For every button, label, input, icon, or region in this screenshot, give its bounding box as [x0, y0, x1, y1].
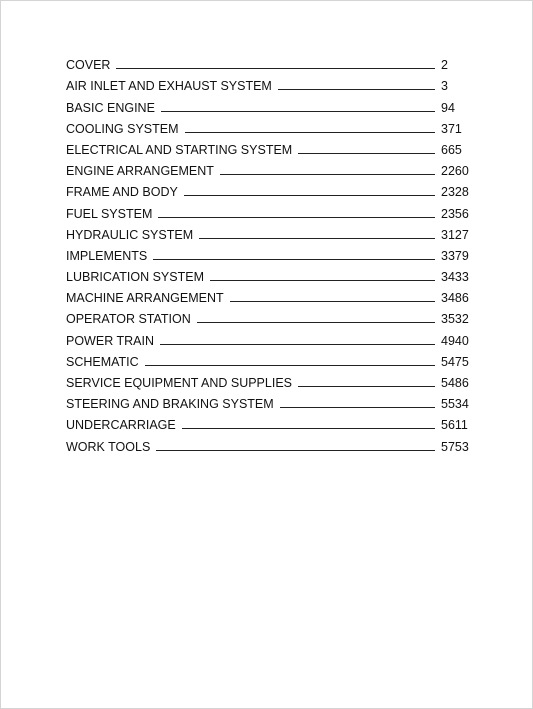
toc-entry-operator-station[interactable]	[66, 306, 469, 327]
toc-entry-schematic[interactable]	[66, 349, 469, 370]
toc-entry-title: ELECTRICAL AND STARTING SYSTEM	[66, 142, 293, 157]
toc-entry-title: SCHEMATIC	[66, 354, 139, 369]
toc-leader-line	[116, 68, 435, 69]
toc-entry-power-train[interactable]	[66, 327, 469, 348]
toc-entry-hydraulic-system[interactable]	[66, 222, 469, 243]
toc-entry-page: 4940	[441, 333, 469, 348]
toc-leader-line	[197, 322, 435, 323]
toc-leader-line	[158, 217, 435, 218]
toc-entry-title: WORK TOOLS	[66, 439, 151, 454]
toc-entry-title: ENGINE ARRANGEMENT	[66, 164, 214, 179]
toc-entry-page: 2	[441, 58, 448, 73]
toc-entry-machine-arrangement[interactable]	[66, 285, 469, 306]
toc-leader-line	[298, 386, 435, 387]
toc-entry-air-inlet-and-exhaust-system[interactable]	[66, 73, 469, 94]
toc-entry-page: 3532	[441, 312, 469, 327]
toc-entry-page: 5534	[441, 397, 469, 412]
toc-entry-page: 2356	[441, 206, 469, 221]
toc-entry-cooling-system[interactable]	[66, 116, 469, 137]
toc-leader-line	[210, 280, 435, 281]
toc-leader-line	[145, 365, 435, 366]
toc-entry-page: 3379	[441, 248, 469, 263]
toc-leader-line	[280, 407, 435, 408]
toc-entry-page: 5611	[441, 418, 468, 433]
toc-leader-line	[161, 111, 435, 112]
toc-entry-page: 2260	[441, 164, 469, 179]
toc-leader-line	[298, 153, 435, 154]
toc-entry-title: FRAME AND BODY	[66, 185, 178, 200]
toc-entry-page: 371	[441, 121, 462, 136]
toc-entry-cover[interactable]	[66, 52, 469, 73]
toc-entry-lubrication-system[interactable]	[66, 264, 469, 285]
toc-leader-line	[185, 132, 435, 133]
toc-entry-title: SERVICE EQUIPMENT AND SUPPLIES	[66, 376, 292, 390]
toc-entry-title: LUBRICATION SYSTEM	[66, 270, 204, 285]
toc-entry-page: 5753	[441, 439, 469, 454]
toc-entry-electrical-and-starting-system[interactable]	[66, 137, 469, 158]
toc-entry-title: MACHINE ARRANGEMENT	[66, 291, 224, 306]
toc-entry-fuel-system[interactable]	[66, 200, 469, 221]
toc-leader-line	[220, 174, 435, 175]
toc-entry-title: STEERING AND BRAKING SYSTEM	[66, 397, 274, 412]
toc-entry-title: POWER TRAIN	[66, 333, 154, 348]
toc-entry-title: COOLING SYSTEM	[66, 121, 179, 136]
toc-leader-line	[278, 89, 435, 90]
toc-entry-title: FUEL SYSTEM	[66, 206, 153, 221]
toc-leader-line	[199, 238, 435, 239]
toc-leader-line	[182, 428, 435, 429]
toc-entry-page: 3	[441, 79, 448, 94]
toc-leader-line	[160, 344, 435, 345]
toc-entry-title: BASIC ENGINE	[66, 100, 155, 115]
toc-entry-implements[interactable]	[66, 243, 469, 264]
toc-leader-line	[230, 301, 435, 302]
toc-entry-page: 3486	[441, 291, 469, 306]
toc-entry-page: 94	[441, 100, 455, 115]
toc-entry-title: OPERATOR STATION	[66, 312, 191, 327]
toc-entry-title: UNDERCARRIAGE	[66, 418, 176, 433]
toc-entry-page: 3127	[441, 227, 469, 242]
toc-entry-title: IMPLEMENTS	[66, 248, 148, 263]
toc-entry-basic-engine[interactable]	[66, 94, 469, 115]
toc-entry-undercarriage[interactable]	[66, 412, 469, 433]
toc-entry-title: COVER	[66, 58, 111, 73]
toc-leader-line	[184, 195, 435, 196]
toc-entry-service-equipment-and-supplies[interactable]	[66, 370, 469, 391]
toc-entry-page: 5486	[441, 376, 469, 390]
toc-entry-title: HYDRAULIC SYSTEM	[66, 227, 194, 242]
table-of-contents	[66, 52, 469, 455]
toc-leader-line	[153, 259, 435, 260]
toc-entry-work-tools[interactable]	[66, 433, 469, 454]
toc-entry-page: 5475	[441, 354, 469, 369]
toc-entry-title: AIR INLET AND EXHAUST SYSTEM	[66, 79, 272, 94]
toc-entry-frame-and-body[interactable]	[66, 179, 469, 200]
toc-entry-page: 2328	[441, 185, 469, 200]
toc-entry-engine-arrangement[interactable]	[66, 158, 469, 179]
toc-leader-line	[156, 450, 435, 451]
toc-entry-page: 3433	[441, 270, 469, 285]
toc-entry-page: 665	[441, 142, 462, 157]
toc-entry-steering-and-braking-system[interactable]	[66, 391, 469, 412]
